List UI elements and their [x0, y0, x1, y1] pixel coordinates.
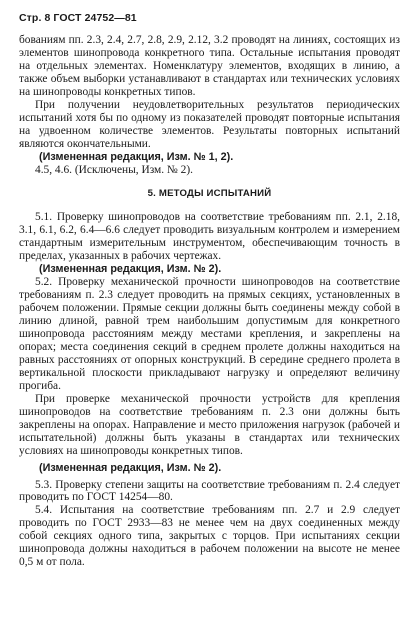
- clause-5-2: 5.2. Проверку механической прочности шинопроводов на соответствие требованиям п. 2.3 следует проводить на прямых секциях, установленных в рабочем положении. Прямые секции должны быть соединены между собой в линию длиной, равной трем наибольшим допустимым для конкретного шинопровода расстояниям между местами крепления, и закреплены на опорах; места соединения секций в среднем пролете должны находиться на равных расстояниях от опорных конструкций. В середине среднего пролета в вертикальной плоскости прикладывают нагрузку и определяют величину прогиба.: [19, 276, 400, 392]
- clause-5-3: 5.3. Проверку степени защиты на соответствие требованиям п. 2.4 следует проводить по ГОСТ 14254—80.: [19, 478, 400, 504]
- amendment-note-1-2: (Измененная редакция, Изм. № 1, 2).: [39, 150, 234, 163]
- clause-5-4: 5.4. Испытания на соответствие требованиям пп. 2.7 и 2.9 следует проводить по ГОСТ 2933—83 не менее чем на двух соединенных между собой секциях одного типа, закрытых с торцов. При испытаниях секции шинопровода должны находиться в рабочем положении на высоте не менее 0,5 м от пола.: [19, 504, 400, 569]
- document-body: [19, 34, 400, 569]
- section-heading-test-methods: 5. МЕТОДЫ ИСПЫТАНИЙ: [147, 188, 272, 200]
- paragraph-repeat-tests: При получении неудовлетворительных результатов периодических испытаний хотя бы по одному из показателей проводят повторные испытания на удвоенном количестве элементов. Результаты повторных испытаний являются окончательными.: [19, 98, 400, 150]
- excluded-items-note: 4.5, 4.6. (Исключены, Изм. № 2).: [35, 163, 193, 176]
- clause-5-1: 5.1. Проверку шинопроводов на соответствие требованиям пп. 2.1, 2.18, 3.1, 6.1, 6.2, 6.4—6.6 следует проводить визуальным контролем и измерением стандартным измерительным инструментом, обеспечивающим точность в пределах, указанных в рабочих чертежах.: [19, 211, 400, 263]
- running-head: Стр. 8 ГОСТ 24752—81: [19, 12, 137, 24]
- clause-5-2-continuation: При проверке механической прочности устройств для крепления шинопроводов на соответствие требованиям п. 2.3 они должны быть закреплены на опорах. Направление и место приложения нагрузок (рабочей и испытательной) должны быть указаны в стандартах или технических условиях на шинопроводы конкретных типов.: [19, 392, 400, 457]
- paragraph-4-continuation: бованиям пп. 2.3, 2.4, 2.7, 2.8, 2.9, 2.12, 3.2 проводят на линиях, состоящих из элементов шинопровода конкретного типа. Остальные испытания проводят на отдельных элементах. Номенклатуру элементов, входящих в линию, а также объем выборки устанавливают в стандартах или технических условиях на шинопроводы конкретных типов.: [19, 34, 400, 98]
- amendment-note-2-a: (Измененная редакция, Изм. № 2).: [39, 263, 222, 276]
- amendment-note-2-b: (Измененная редакция, Изм. № 2).: [39, 461, 222, 474]
